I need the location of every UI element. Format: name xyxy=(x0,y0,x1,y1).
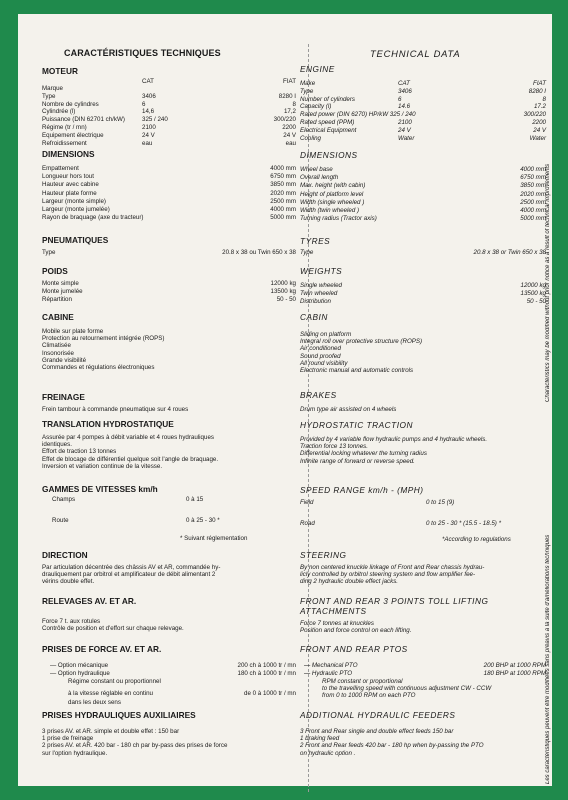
fr-moteur-cat-value: 6 xyxy=(142,100,146,108)
en-pto-body xyxy=(322,678,491,700)
en-speed-heading: SPEED RANGE km/h - (MPH) xyxy=(300,485,424,495)
en-engine-label: Rated power (DIN 6270) HP/kW 325 / 240 xyxy=(300,111,416,119)
en-linkage-line: Position and force control on each lifting. xyxy=(300,627,412,635)
fr-moteur-cat-value: 3406 xyxy=(142,92,156,100)
fr-prises-value: 180 ch à 1000 tr / mn xyxy=(237,670,296,677)
en-weights-row xyxy=(300,282,548,289)
en-cabin-line: All round visibility xyxy=(300,359,348,367)
fr-aux-line: 2 prises AV. et AR. 420 bar - 180 ch par by-pass des prises de force xyxy=(42,742,228,750)
fr-gammes-heading: GAMMES DE VITESSES km/h xyxy=(42,484,158,494)
fr-poids-heading: POIDS xyxy=(42,266,68,276)
fr-moteur-row xyxy=(42,140,300,147)
fr-pneus-row xyxy=(42,249,300,256)
en-dim-label: Overall length xyxy=(300,174,339,182)
fr-moteur-fiat-value: 300/220 xyxy=(273,116,296,124)
fr-col-cat: CAT xyxy=(142,78,154,85)
en-dim-label: Max. height (with cabin) xyxy=(300,182,366,190)
en-dim-label: Turning radius (Tractor axis) xyxy=(300,215,377,223)
en-engine-fiat-value: 24 V xyxy=(533,126,546,134)
en-engine-cat-value: Water xyxy=(398,134,415,142)
en-engine-fiat-value: 17.2 xyxy=(533,103,546,111)
en-engine-cat-value: 2100 xyxy=(398,119,412,126)
side-note-english: Characteristics may be modified without prior notice as a result of technical improvements xyxy=(545,163,551,402)
fr-dim-label: Largeur (monte simple) xyxy=(42,197,106,205)
en-dim-row xyxy=(300,174,548,181)
fr-aux-line: 3 prises AV. et AR. simple et double effet : 150 bar xyxy=(42,728,180,735)
en-dim-value: 3850 mm xyxy=(520,182,546,190)
fr-translation-heading: TRANSLATION HYDROSTATIQUE xyxy=(42,419,174,429)
fr-dim-label: Rayon de braquage (axe du tracteur) xyxy=(42,214,144,222)
fr-dim-row xyxy=(42,181,300,188)
en-dim-value: 4000 mm xyxy=(520,207,546,214)
en-cabin-line: Air conditioned xyxy=(300,345,341,353)
fr-moteur-fiat-value: 8 xyxy=(292,100,296,108)
en-weights-value: 12000 kg xyxy=(520,282,546,289)
en-pto-heading: FRONT AND REAR PTOS xyxy=(300,644,408,654)
fr-dim-row xyxy=(42,214,300,221)
en-cabin-line: Electronic manual and automatic controls xyxy=(300,367,414,375)
fr-relevages-line: Force 7 t. aux rotules xyxy=(42,618,101,625)
en-steering-heading: STEERING xyxy=(300,550,347,560)
fr-dim-value: 2500 mm xyxy=(270,197,296,205)
en-hydro-line: Infinite range of forward or reverse speed. xyxy=(300,457,415,465)
en-engine-row xyxy=(300,127,548,134)
fr-moteur-label: Refroidissement xyxy=(42,139,87,147)
en-dimensions-heading: DIMENSIONS xyxy=(300,150,358,160)
en-feeders-body xyxy=(300,728,484,757)
fr-moteur-fiat-value: 8280 I xyxy=(278,92,296,100)
fr-moteur-label: Equipement électrique xyxy=(42,131,104,139)
en-hydro-line: Provided by 4 variable flow hydraulic pumps and 4 hydraulic wheels. xyxy=(300,436,488,443)
fr-moteur-row xyxy=(42,116,300,123)
en-dim-label: Width (single wheeled ) xyxy=(300,198,365,206)
en-speed-value: 0 to 15 (9) xyxy=(426,499,455,506)
spec-sheet-page xyxy=(18,14,552,786)
en-engine-label: Cooling xyxy=(300,134,321,142)
fr-poids-label: Monte jumelée xyxy=(42,288,83,295)
en-speed-row-road xyxy=(300,520,548,527)
en-dim-label: Wheel base xyxy=(300,166,333,173)
en-pto-label: — Mechanical PTO xyxy=(304,662,358,669)
fr-prises-row xyxy=(42,662,300,669)
fr-freinage-heading: FREINAGE xyxy=(42,392,85,402)
fr-dim-label: Hauteur avec cabine xyxy=(42,181,99,189)
fr-prises-line xyxy=(42,678,300,685)
en-tyres-value: 20.8 x 38 or Twin 650 x 38 xyxy=(473,249,546,256)
fr-poids-label: Répartition xyxy=(42,296,72,303)
en-engine-cat-value: 6 xyxy=(398,95,402,103)
fr-moteur-cat-value: 2100 xyxy=(142,124,156,131)
fr-dim-value: 2020 mm xyxy=(270,189,296,197)
fr-prises-row xyxy=(42,690,300,697)
fr-dim-row xyxy=(42,173,300,180)
fr-gammes-note: * Suivant réglementation xyxy=(180,535,248,542)
en-pto-line: RPM constant or proportional xyxy=(322,678,403,685)
en-dim-row xyxy=(300,182,548,189)
fr-moteur-row xyxy=(42,101,300,108)
fr-moteur-label: Régime (tr / mn) xyxy=(42,124,87,131)
en-engine-row xyxy=(300,88,548,95)
fr-moteur-label: Type xyxy=(42,92,56,100)
fr-aux-body xyxy=(42,728,227,757)
en-title: TECHNICAL DATA xyxy=(370,48,461,59)
en-weights-label: Single wheeled xyxy=(300,282,342,289)
en-engine-row xyxy=(300,103,548,110)
fr-poids-value: 12000 kg xyxy=(270,280,296,287)
fr-freinage-line: Frein tambour à commande pneumatique sur 4 roues xyxy=(42,406,189,413)
en-hydro-body xyxy=(300,436,487,465)
fr-moteur-cat-value: 325 / 240 xyxy=(142,116,168,124)
fr-aux-heading: PRISES HYDRAULIQUES AUXILIAIRES xyxy=(42,710,196,720)
fr-direction-line: Par articulation décentrée des châssis AV et AR, commandée hy- xyxy=(42,564,221,571)
fr-poids-row xyxy=(42,288,300,295)
en-cabin-line: Sliding on platform xyxy=(300,331,352,338)
en-engine-fiat-value: 300/220 xyxy=(523,111,546,119)
en-dim-label: Width (twin wheeled ) xyxy=(300,207,360,214)
fr-moteur-label: Puissance (DIN 62701 ch/kW) xyxy=(42,116,125,124)
en-dim-value: 5000 mm xyxy=(520,215,546,223)
en-engine-row xyxy=(300,135,548,142)
fr-cabine-heading: CABINE xyxy=(42,312,74,322)
en-hydro-heading: HYDROSTATIC TRACTION xyxy=(300,420,413,430)
en-dim-row xyxy=(300,166,548,173)
en-brakes-body xyxy=(300,406,396,413)
fr-prises-label: — Option hydraulique xyxy=(50,670,110,677)
fr-prises-heading: PRISES DE FORCE AV. ET AR. xyxy=(42,644,162,654)
en-speed-note: *According to regulations xyxy=(442,536,511,543)
fr-pneus-value: 20.8 x 38 ou Twin 650 x 38 xyxy=(222,249,296,256)
en-weights-value: 13500 kg xyxy=(520,290,546,297)
en-engine-row xyxy=(300,96,548,103)
fr-moteur-label: Nombre de cylindres xyxy=(42,100,99,108)
en-pto-row xyxy=(300,670,548,677)
fr-direction-line: vérins double effet. xyxy=(42,578,95,586)
en-pto-label: — Hydraulic PTO xyxy=(304,670,353,677)
fr-prises-text: dans les deux sens xyxy=(68,699,121,706)
fr-title: CARACTÉRISTIQUES TECHNIQUES xyxy=(64,48,221,58)
fr-poids-value: 50 - 50 xyxy=(276,296,296,303)
fr-dim-row xyxy=(42,198,300,205)
fr-cabine-line: Commandes et régulations électroniques xyxy=(42,364,155,372)
en-engine-row xyxy=(300,111,548,118)
en-dim-row xyxy=(300,191,548,198)
en-feeders-line: 3 Front and Rear single and double effect feeds 150 bar xyxy=(300,728,454,735)
en-engine-fiat-value: 2200 xyxy=(532,119,546,126)
en-dim-row xyxy=(300,207,548,214)
fr-gammes-value: 0 à 25 - 30 * xyxy=(186,517,220,524)
en-feeders-heading: ADDITIONAL HYDRAULIC FEEDERS xyxy=(300,710,456,720)
en-feeders-line: 1 braking feed xyxy=(300,735,340,743)
en-engine-label: Capacity (l) xyxy=(300,103,332,111)
fr-moteur-cat-value: 14,6 xyxy=(142,108,155,116)
fr-moteur-fiat-value: 24 V xyxy=(283,131,296,139)
fr-dim-value: 4000 mm xyxy=(270,206,296,213)
en-engine-label: Electrical Equipment xyxy=(300,126,357,134)
fr-moteur-cat-value: 24 V xyxy=(142,131,155,139)
fr-poids-value: 13500 kg xyxy=(270,288,296,295)
en-cabin-line: Sound proofed xyxy=(300,352,341,360)
fr-col-fiat: FIAT xyxy=(283,78,296,85)
fr-direction-line: drauliquement par orbitrol et amplificateur de débit alimentant 2 xyxy=(42,571,216,579)
en-engine-fiat-value: Water xyxy=(529,134,546,142)
en-hydro-line: Differential locking whatever the turning radius xyxy=(300,450,427,458)
fr-aux-line: 1 prise de freinage xyxy=(42,735,94,743)
fr-prises-row xyxy=(42,670,300,677)
fr-poids-row xyxy=(42,296,300,303)
en-dim-value: 2500 mm xyxy=(520,198,546,206)
fr-moteur-fiat-value: eau xyxy=(285,139,296,147)
fr-direction-body xyxy=(42,564,220,586)
en-steering-line: ding 2 hydraulic double effect jacks. xyxy=(300,578,399,586)
en-tyres-row xyxy=(300,249,548,256)
en-engine-label: Number of cylinders xyxy=(300,95,356,103)
fr-dim-value: 6750 mm xyxy=(270,173,296,181)
en-brakes-heading: BRAKES xyxy=(300,390,337,400)
en-pto-line: to the travelling speed with continuous adjustment CW - CCW xyxy=(322,685,492,693)
fr-cabine-body xyxy=(42,328,164,371)
en-pto-row xyxy=(300,662,548,669)
en-engine-row xyxy=(300,119,548,126)
fr-dimensions-heading: DIMENSIONS xyxy=(42,149,95,159)
fr-relevages-heading: RELEVAGES AV. ET AR. xyxy=(42,596,137,606)
en-pto-value: 180 BHP at 1000 RPM xyxy=(483,670,546,677)
en-linkage-heading-2: ATTACHMENTS xyxy=(300,606,367,616)
en-engine-label: Rated speed (PPM) xyxy=(300,119,355,126)
en-steering-line: licly controlled by orbitrol steering system and flow amplifier fee- xyxy=(300,571,476,579)
fr-gammes-value: 0 à 15 xyxy=(186,496,204,503)
fr-moteur-label: Marque xyxy=(42,85,63,92)
fr-cabine-line: Insonorisée xyxy=(42,349,74,357)
en-speed-label: Road xyxy=(300,520,315,527)
fr-moteur-row xyxy=(42,124,300,131)
en-steering-body xyxy=(300,564,484,586)
fr-translation-line: Inversion et variation continue de la vitesse. xyxy=(42,462,163,470)
en-dim-value: 4000 mm xyxy=(520,166,546,173)
fr-translation-line: Effort de traction 13 tonnes xyxy=(42,448,117,456)
fr-gammes-row-route xyxy=(42,517,300,524)
en-engine-fiat-value: 8 xyxy=(542,95,546,103)
en-pto-value: 200 BHP at 1000 RPM xyxy=(483,662,546,669)
fr-gammes-label: Champs xyxy=(52,496,76,503)
en-weights-label: Twin wheeled xyxy=(300,290,338,297)
fr-freinage-body xyxy=(42,406,188,413)
en-steering-line: By non centered knuckle linkage of Front and Rear chassis hydrau- xyxy=(300,564,485,571)
en-engine-fiat-value: 8280 I xyxy=(528,87,546,95)
fr-poids-label: Monte simple xyxy=(42,280,79,287)
en-speed-value: 0 to 25 - 30 * (15.5 - 18.5) * xyxy=(426,520,501,527)
en-cabin-body xyxy=(300,331,422,374)
en-tyres-heading: TYRES xyxy=(300,236,331,246)
en-speed-row-field xyxy=(300,499,548,506)
side-note-french: Les caractéristiques peuvent être modifiées sans préavis à la suite d'améliorations techniques xyxy=(545,534,551,784)
en-dim-row xyxy=(300,199,548,206)
fr-prises-label: — Option mécanique xyxy=(50,662,109,669)
fr-dim-value: 3850 mm xyxy=(270,181,296,189)
fr-dim-label: Largeur (monte jumelée) xyxy=(42,206,110,213)
en-engine-label: Type xyxy=(300,87,314,95)
fr-dim-row xyxy=(42,165,300,172)
fr-moteur-fiat-value: 17,2 xyxy=(283,108,296,116)
en-dim-value: 6750 mm xyxy=(520,174,546,182)
fr-gammes-row-champs xyxy=(42,496,300,503)
fr-poids-row xyxy=(42,280,300,287)
fr-dim-value: 5000 mm xyxy=(270,214,296,222)
fr-prises-text: Régime constant ou proportionnel xyxy=(68,678,161,685)
fr-translation-body xyxy=(42,434,218,470)
fr-cabine-line: Protection au retournement intégrée (ROPS) xyxy=(42,335,165,343)
en-cabin-heading: CABIN xyxy=(300,312,328,322)
fr-moteur-row xyxy=(42,93,300,100)
en-engine-fiat-value: FIAT xyxy=(533,80,546,87)
fr-pneus-heading: PNEUMATIQUES xyxy=(42,235,109,245)
fr-prises-value: 200 ch à 1000 tr / mn xyxy=(237,662,296,669)
fr-cabine-line: Climatisée xyxy=(42,342,71,350)
fr-dim-label: Hauteur plate forme xyxy=(42,189,97,197)
fr-pneus-label: Type xyxy=(42,249,56,256)
en-weights-heading: WEIGHTS xyxy=(300,266,343,276)
fr-moteur-row xyxy=(42,85,300,92)
fr-cabine-line: Mobile sur plate forme xyxy=(42,328,104,335)
en-linkage-body xyxy=(300,620,411,634)
fr-dim-label: Longueur hors tout xyxy=(42,173,94,181)
en-linkage-line: Force 7 tonnes at knuckles xyxy=(300,620,374,627)
en-feeders-line: 2 Front and Rear feeds 420 bar - 180 hp when by-passing the PTO xyxy=(300,742,484,750)
en-linkage-heading: FRONT AND REAR 3 POINTS TOLL LIFTING xyxy=(300,596,489,606)
fr-prises-label: à la vitesse réglable en continu xyxy=(68,690,153,697)
en-cabin-line: Integral roll over protective structure (ROPS) xyxy=(300,338,423,346)
en-weights-label: Distribution xyxy=(300,298,331,305)
fr-translation-line: identiques. xyxy=(42,441,72,449)
en-feeders-line: on hydraulic option . xyxy=(300,749,356,757)
en-engine-heading: ENGINE xyxy=(300,64,335,74)
fr-moteur-heading: MOTEUR xyxy=(42,66,78,76)
en-weights-value: 50 - 50 xyxy=(526,298,546,305)
fr-dim-row xyxy=(42,190,300,197)
en-dim-row xyxy=(300,215,548,222)
fr-direction-heading: DIRECTION xyxy=(42,550,88,560)
en-engine-row xyxy=(300,80,548,87)
fr-moteur-row xyxy=(42,132,300,139)
en-dim-value: 2020 mm xyxy=(520,190,546,198)
en-speed-label: Field xyxy=(300,499,314,506)
en-weights-row xyxy=(300,290,548,297)
en-dim-label: Height of platform level xyxy=(300,190,364,198)
en-engine-cat-value: 24 V xyxy=(398,126,411,134)
fr-translation-line: Effet de blocage de différentiel quelque soit l'angle de braquage. xyxy=(42,455,219,463)
fr-relevages-line: Contrôle de position et d'effort sur chaque relevage. xyxy=(42,625,184,633)
fr-prises-value: de 0 à 1000 tr / mn xyxy=(244,690,296,697)
en-engine-cat-value: 14.6 xyxy=(398,103,411,111)
fr-prises-line xyxy=(42,699,300,706)
en-brakes-line: Drum type air assisted on 4 wheels xyxy=(300,406,397,413)
en-tyres-label: Type xyxy=(300,249,314,256)
fr-cabine-line: Grande visibilité xyxy=(42,356,87,364)
fr-gammes-label: Route xyxy=(52,517,69,524)
en-engine-cat-value: CAT xyxy=(398,80,410,87)
fr-dim-value: 4000 mm xyxy=(270,165,296,172)
fr-relevages-body xyxy=(42,618,184,632)
en-weights-row xyxy=(300,298,548,305)
fr-moteur-cat-value: eau xyxy=(142,139,153,147)
fr-aux-line: sur l'option hydraulique. xyxy=(42,749,108,757)
fr-moteur-label: Cylindrée (l) xyxy=(42,108,76,116)
fr-dim-row xyxy=(42,206,300,213)
en-hydro-line: Traction force 13 tonnes. xyxy=(300,443,368,451)
en-engine-cat-value: 3406 xyxy=(398,87,412,95)
fr-dim-label: Empattement xyxy=(42,165,79,172)
en-pto-line: from 0 to 1000 RPM on each PTO xyxy=(322,692,416,700)
fr-moteur-fiat-value: 2200 xyxy=(282,124,296,131)
fr-translation-line: Assurée par 4 pompes à débit variable et 4 roues hydrauliques xyxy=(42,434,214,441)
en-engine-label: Make xyxy=(300,80,316,87)
fr-moteur-row xyxy=(42,108,300,115)
